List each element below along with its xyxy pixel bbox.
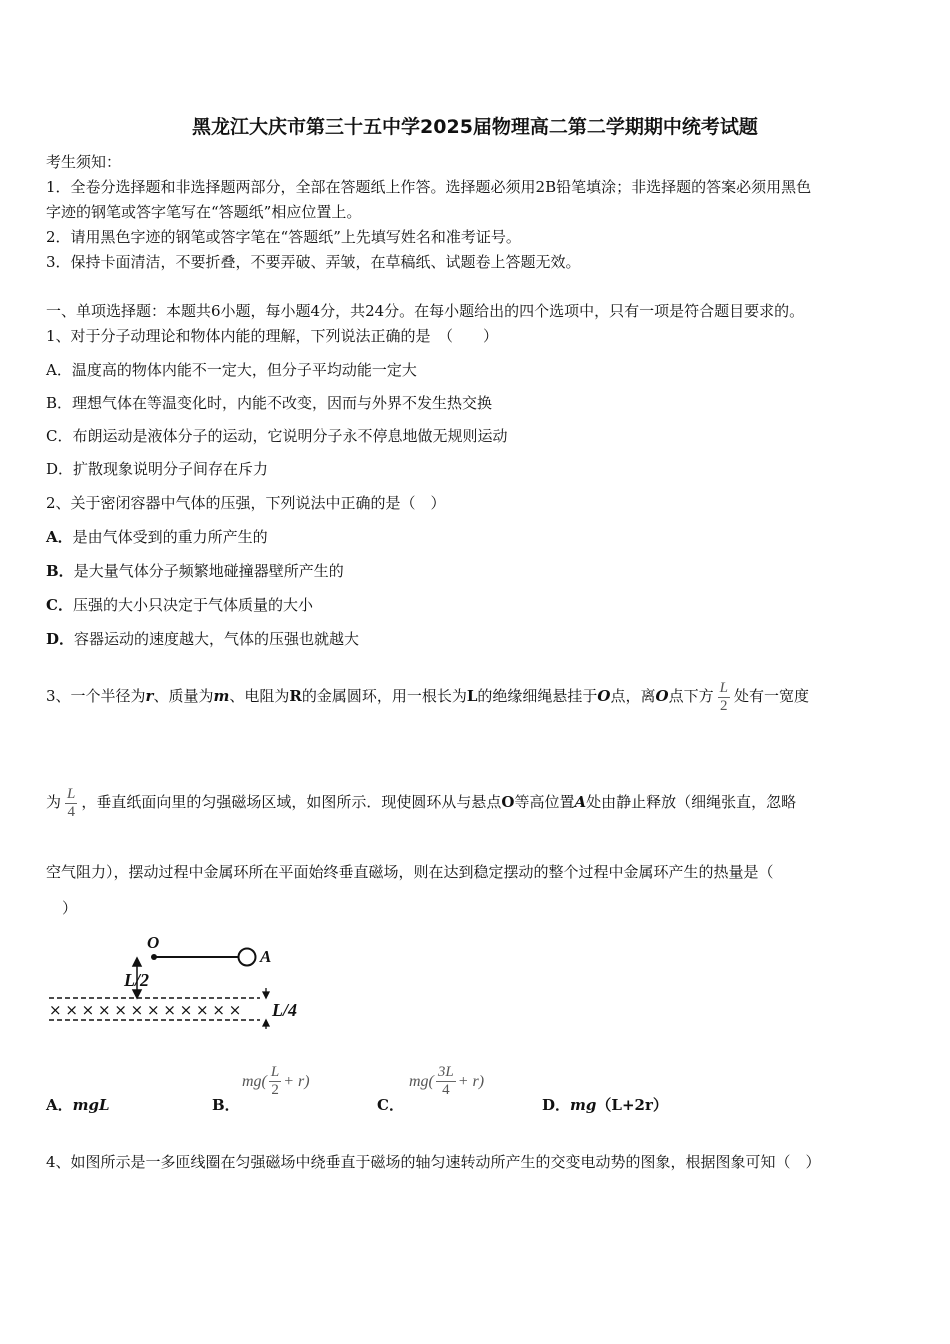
q1-option-d: D．扩散现象说明分子间存在斥力 bbox=[46, 460, 269, 478]
q2-c-text: 压强的大小只决定于气体质量的大小 bbox=[72, 596, 313, 614]
fraction-3L-over-4 bbox=[436, 1064, 456, 1099]
q3-text: 处由静止释放（细绳张直，忽略 bbox=[586, 793, 797, 811]
q2-option-b bbox=[46, 561, 344, 581]
fraction-numerator: L bbox=[719, 679, 728, 696]
q2-d-text: 容器运动的速度越大，气体的压强也就越大 bbox=[74, 630, 360, 648]
q3-line-2 bbox=[46, 782, 796, 822]
fraction-denominator: 2 bbox=[271, 1082, 279, 1098]
q3-text: ，垂直纸面向里的匀强磁场区域，如图所示．现使圆环从与悬点 bbox=[81, 793, 502, 811]
q3-var-r: r bbox=[145, 687, 154, 705]
option-letter: A． bbox=[46, 1096, 73, 1114]
q2-option-a bbox=[46, 527, 268, 547]
fraction-numerator: L bbox=[270, 1064, 280, 1080]
q3-option-b bbox=[212, 1094, 240, 1115]
q3-text: 、电阻为 bbox=[229, 687, 290, 705]
q1-stem: 1、对于分子动理论和物体内能的理解，下列说法正确的是 （ ） bbox=[46, 327, 499, 345]
q3-text: 处有一宽度 bbox=[733, 687, 809, 705]
q3-text: 等高位置 bbox=[514, 793, 575, 811]
formula-suffix: + r) bbox=[457, 1073, 485, 1090]
q3-line-3: 空气阻力），摆动过程中金属环所在平面始终垂直磁场，则在达到稳定摆动的整个过程中金属环产生的热量是（ bbox=[46, 863, 774, 881]
q2-option-c bbox=[46, 595, 313, 615]
q3-text: 为 bbox=[46, 793, 62, 811]
q3-var-m: m bbox=[213, 687, 230, 705]
q3-var-O: O bbox=[597, 687, 611, 705]
formula-suffix: + r) bbox=[283, 1073, 310, 1090]
option-letter: C． bbox=[377, 1096, 404, 1114]
q3-var-O: O bbox=[501, 793, 515, 811]
label-O: O bbox=[147, 933, 160, 952]
option-expression: mgL bbox=[72, 1096, 110, 1114]
q2-b-letter: B． bbox=[46, 562, 74, 580]
q1-option-c: C．布朗运动是液体分子的运动，它说明分子永不停息地做无规则运动 bbox=[46, 427, 508, 445]
q3-option-c-formula bbox=[409, 1064, 484, 1099]
notice-heading: 考生须知： bbox=[46, 153, 122, 171]
q1-option-a: A．温度高的物体内能不一定大，但分子平均动能一定大 bbox=[46, 361, 417, 379]
q2-b-text: 是大量气体分子频繁地碰撞器壁所产生的 bbox=[73, 562, 344, 580]
option-letter: B． bbox=[212, 1096, 240, 1114]
q3-var-R: R bbox=[289, 687, 302, 705]
fraction-denominator: 2 bbox=[720, 697, 728, 714]
option-letter: D． bbox=[542, 1096, 571, 1114]
field-crosses: × × × × × × × × × × × × bbox=[49, 1001, 241, 1019]
q3-var-O: O bbox=[655, 687, 669, 705]
q3-option-a bbox=[46, 1094, 110, 1115]
q2-c-letter: C． bbox=[46, 596, 73, 614]
label-L-half: L/2 bbox=[124, 970, 149, 990]
q3-text: 、质量为 bbox=[153, 687, 214, 705]
q3-option-b-formula bbox=[242, 1064, 310, 1099]
q2-stem: 2、关于密闭容器中气体的压强，下列说法中正确的是（ ） bbox=[46, 494, 446, 512]
fraction-denominator: 4 bbox=[442, 1082, 450, 1098]
fraction-L-over-4 bbox=[65, 786, 77, 821]
formula-prefix: mg( bbox=[242, 1073, 267, 1090]
page-title: 黑龙江大庆市第三十五中学2025届物理高二第二学期期中统考试题 bbox=[192, 116, 758, 138]
option-expression: mg bbox=[570, 1096, 597, 1114]
fraction-L-over-2 bbox=[718, 680, 730, 715]
q3-var-A: A bbox=[574, 793, 587, 811]
q3-text: 3、一个半径为 bbox=[46, 687, 146, 705]
q3-text: 的绝缘细绳悬挂于 bbox=[477, 687, 598, 705]
option-expression-rest: （L+2r） bbox=[596, 1096, 668, 1114]
notice-item-3: 3．保持卡面清洁，不要折叠，不要弄破、弄皱，在草稿纸、试题卷上答题无效。 bbox=[46, 253, 581, 271]
q2-option-d bbox=[46, 629, 359, 649]
q4-stem: 4、如图所示是一多匝线圈在匀强磁场中绕垂直于磁场的轴匀速转动所产生的交变电动势的图象，根据图象可知（ ） bbox=[46, 1153, 821, 1171]
q3-line-1 bbox=[46, 676, 809, 716]
q3-text: 点，离 bbox=[610, 687, 656, 705]
q3-var-L: L bbox=[466, 687, 478, 705]
fraction-L-over-2 bbox=[269, 1064, 281, 1099]
notice-item-1b: 字迹的钢笔或答字笔写在“答题纸”相应位置上。 bbox=[46, 203, 362, 221]
formula-prefix: mg( bbox=[409, 1073, 434, 1090]
metal-ring bbox=[239, 949, 256, 966]
q2-a-text: 是由气体受到的重力所产生的 bbox=[72, 528, 268, 546]
label-L-quarter: L/4 bbox=[272, 1000, 297, 1020]
arrow-L4 bbox=[263, 988, 269, 1029]
fraction-denominator: 4 bbox=[67, 803, 75, 820]
q3-option-c bbox=[377, 1094, 404, 1115]
section-heading: 一、单项选择题：本题共6小题，每小题4分，共24分。在每小题给出的四个选项中，只有一项是符合题目要求的。 bbox=[46, 302, 805, 320]
q2-d-letter: D． bbox=[46, 630, 75, 648]
notice-item-2: 2．请用黑色字迹的钢笔或答字笔在“答题纸”上先填写姓名和准考证号。 bbox=[46, 228, 521, 246]
notice-item-1a: 1．全卷分选择题和非选择题两部分，全部在答题纸上作答。选择题必须用2B铅笔填涂；非选择题的答案必须用黑色 bbox=[46, 178, 812, 196]
q3-line-4: ） bbox=[62, 899, 78, 917]
q3-text: 点下方 bbox=[668, 687, 714, 705]
fraction-numerator: L bbox=[67, 785, 76, 802]
pendulum-diagram bbox=[46, 930, 316, 1030]
label-A: A bbox=[260, 947, 272, 966]
q2-a-letter: A． bbox=[46, 528, 73, 546]
fraction-numerator: 3L bbox=[437, 1064, 454, 1080]
q1-option-b: B．理想气体在等温变化时，内能不改变，因而与外界不发生热交换 bbox=[46, 394, 493, 412]
q3-option-d bbox=[542, 1094, 668, 1115]
suspension-line bbox=[151, 954, 239, 960]
q3-text: 的金属圆环，用一根长为 bbox=[301, 687, 467, 705]
